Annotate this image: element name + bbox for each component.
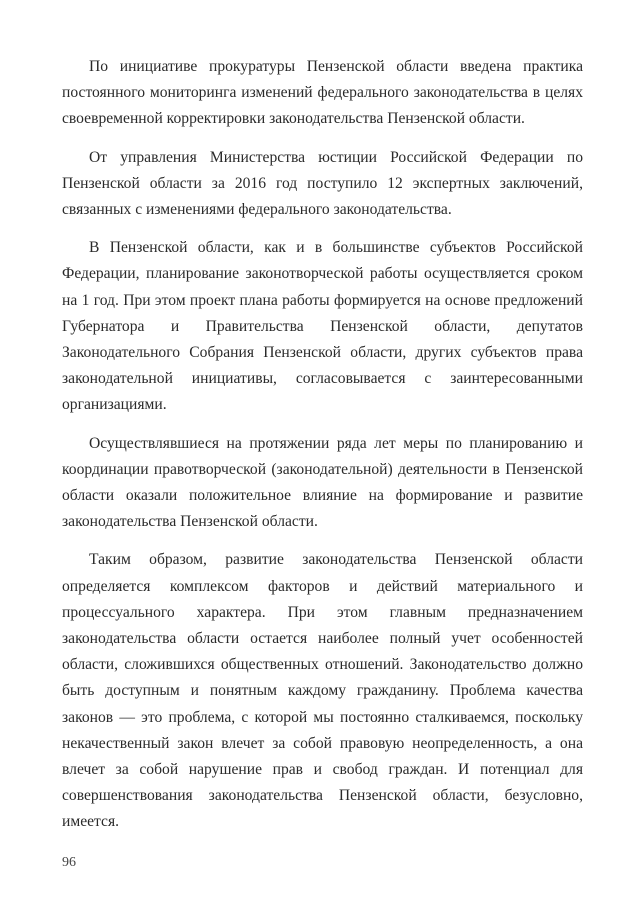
paragraph-coordination-measures: Осуществлявшиеся на протяжении ряда лет меры по планированию и координации правотворческой (законодательной) деятельности в Пензенской области оказали положительное влияние на формирование и развитие законодательства Пензенской области. xyxy=(62,434,583,531)
paragraph-legislative-planning: В Пензенской области, как и в большинстве субъектов Российской Федерации, планирование законотворческой работы осуществляется сроком на 1 год. При этом проект плана работы формируется на основе предложений Губернатора и Правительства Пензенской области, депутатов Законодательного Собрания Пензенской области, других субъектов права законодательной инициативы, согласовывается с заинтересованными организациями. xyxy=(62,239,583,414)
page-number: 96 xyxy=(62,855,76,870)
document-page xyxy=(62,54,583,848)
paragraph-conclusion: Таким образом, развитие законодательства Пензенской области определяется комплексом факторов и действий материального и процессуального характера. При этом главным предназначением законодательства области остается наиболее полный учет особенностей области, сложившихся общественных отношений. Законодательство должно быть доступным и понятным каждому гражданину. Проблема качества законов — это проблема, с которой мы постоянно сталкиваемся, поскольку некачественный закон влечет за собой правовую неопределенность, а она влечет за собой нарушение прав и свобод граждан. И потенциал для совершенствования законодательства Пензенской области, безусловно, имеется. xyxy=(62,551,583,831)
paragraph-ministry-conclusions: От управления Министерства юстиции Российской Федерации по Пензенской области за 2016 год поступило 12 экспертных заключений, связанных с изменениями федерального законодательства. xyxy=(62,148,583,219)
paragraph-prosecutor-initiative: По инициативе прокуратуры Пензенской области введена практика постоянного мониторинга изменений федерального законодательства в целях своевременной корректировки законодательства Пензенской области. xyxy=(62,58,583,128)
